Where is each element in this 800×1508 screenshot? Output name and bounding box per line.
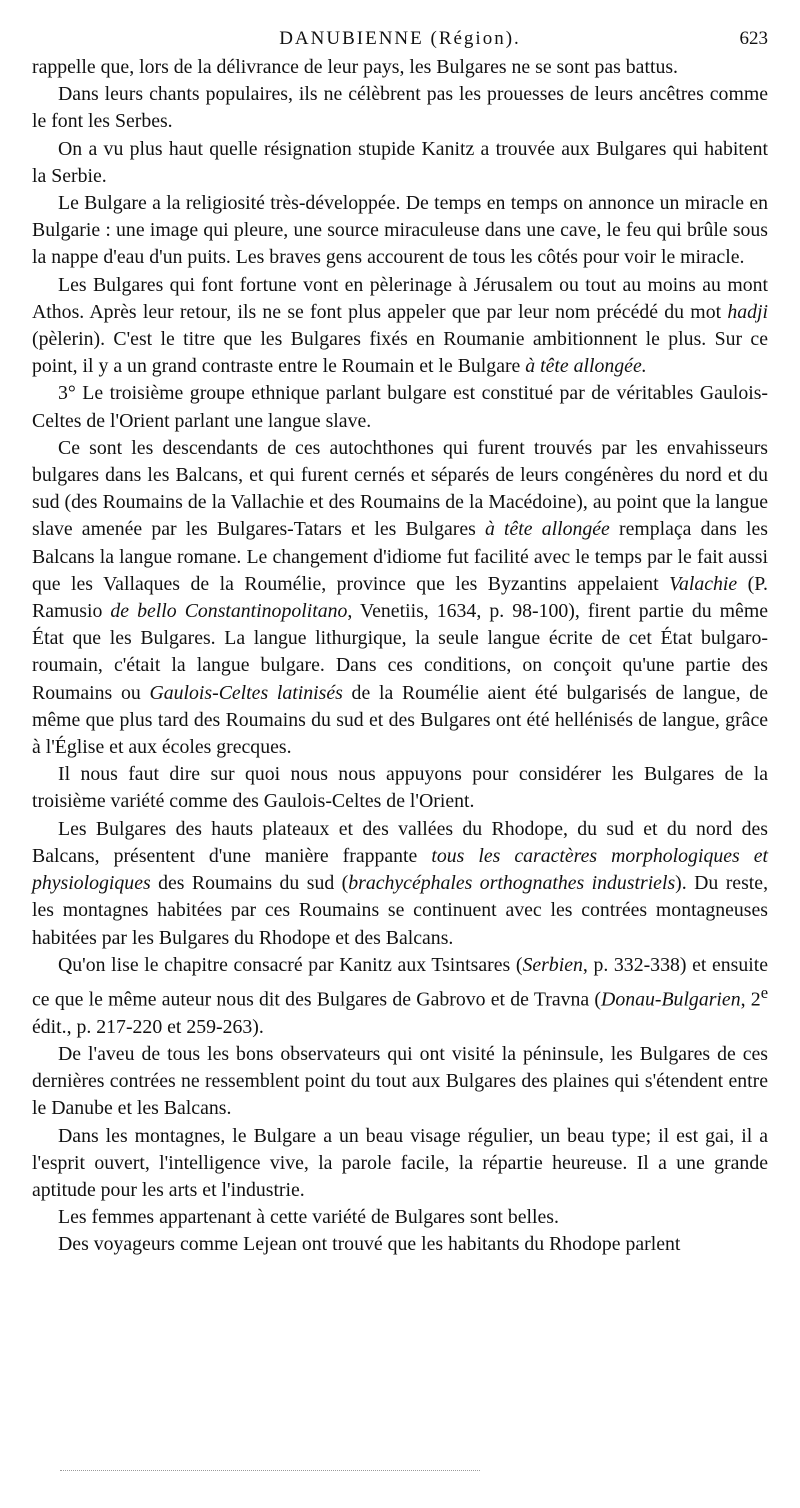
paragraph — [32, 1041, 768, 1123]
running-title: DANUBIENNE (Région). — [279, 28, 521, 49]
paragraph — [32, 1231, 768, 1258]
italic-run: hadji — [727, 300, 768, 323]
text-run: remplaça dans les Balcans la langue romane. Le changement d'idiome fut facilité avec le temps par le fait aussi que les Vallaques de la Roumélie, province que les Byzantins appelaient — [32, 518, 768, 595]
running-header — [32, 28, 768, 54]
footer-rule — [60, 1470, 480, 1471]
text-run: , 2 — [740, 988, 761, 1011]
text-run: ). Du reste, les montagnes habitées par ces Roumains se continuent avec les contrées montagneuses habitées par les Bulgares du Rhodope et des Balcans. — [32, 872, 769, 949]
text-run: , p. 332-338) et ensuite ce que le même auteur nous dit des Bulgares de Gabrovo et de Travna ( — [32, 953, 769, 1011]
text-run: (pèlerin). C'est le titre que les Bulgares fixés en Roumanie ambitionnent le plus. Sur ce point, il y a un grand contraste entre le Roumain et le Bulgare — [32, 328, 768, 378]
text-run: Les Bulgares qui font fortune vont en pèlerinage à Jérusalem ou tout au moins au mont Athos. Après leur retour, ils ne se font plus appeler que par leur nom précédé du mot — [32, 273, 768, 323]
paragraph — [32, 380, 768, 434]
body-text — [32, 54, 768, 1259]
paragraph — [32, 190, 768, 272]
paragraph — [32, 272, 768, 381]
italic-run: brachycéphales orthognathes industriels — [348, 872, 676, 895]
text-run: des Roumains du sud ( — [150, 872, 349, 895]
text-run: On a vu plus haut quelle résignation stupide Kanitz a trouvée aux Bulgares qui habitent la Serbie. — [32, 137, 768, 187]
paragraph — [32, 54, 768, 81]
paragraph — [32, 1204, 768, 1231]
italic-run: à tête allongée. — [525, 355, 647, 378]
paragraph — [32, 81, 768, 135]
paragraph — [32, 816, 768, 952]
page-number: 623 — [739, 28, 768, 49]
text-run: Le Bulgare a la religiosité très-développée. De temps en temps on annonce un miracle en Bulgarie : une image qui pleure, une source miraculeuse dans une cave, le feu qui brûle sous la nappe d'eau d'un puits. Les braves gens accourent de tous les côtés pour voir le miracle. — [32, 192, 768, 269]
paragraph — [32, 1123, 768, 1205]
italic-run: à tête allongée — [484, 518, 610, 541]
text-run: édit., p. 217-220 et 259-263). — [32, 1015, 264, 1038]
text-run: (P. Ramusio — [32, 572, 768, 623]
italic-run: Donau-Bulgarien — [601, 988, 741, 1011]
italic-run: tous les caractères morphologiques et physiologiques — [32, 844, 768, 895]
text-run: De l'aveu de tous les bons observateurs qui ont visité la péninsule, les Bulgares de ces dernières contrées ne ressemblent point du tout aux Bulgares des plaines qui s'étendent entre le Danube et les Balcans. — [32, 1042, 768, 1120]
text-run: rappelle que, lors de la délivrance de leur pays, les Bulgares ne se sont pas battus. — [32, 56, 678, 78]
italic-run: de bello Constantinopolitano — [110, 600, 348, 623]
text-run: Les Bulgares des hauts plateaux et des vallées du Rhodope, du sud et du nord des Balcans, présentent d'une manière frappante — [32, 817, 768, 867]
italic-run: Valachie — [669, 572, 738, 595]
italic-run: Gaulois-Celtes latinisés — [149, 681, 343, 704]
text-run: Les femmes appartenant à cette variété de Bulgares sont belles. — [58, 1206, 559, 1229]
document-page — [32, 28, 768, 1259]
text-run: Dans leurs chants populaires, ils ne célèbrent pas les prouesses de leurs ancêtres comme le font les Serbes. — [32, 83, 768, 133]
paragraph — [32, 761, 768, 815]
text-run: Dans les montagnes, le Bulgare a un beau visage régulier, un beau type; il est gai, il a l'esprit ouvert, l'intelligence vive, la parole facile, la répartie heureuse. Il a une grande aptitude pour les arts et l'industrie. — [32, 1124, 768, 1201]
superscript-run: e — [760, 982, 769, 1002]
paragraph — [32, 136, 768, 190]
italic-run: Serbien — [522, 953, 583, 976]
text-run: 3° Le troisième groupe ethnique parlant bulgare est constitué par de véritables Gaulois-Celtes de l'Orient parlant une langue slave. — [32, 382, 768, 432]
text-run: Il nous faut dire sur quoi nous nous appuyons pour considérer les Bulgares de la troisième variété comme des Gaulois-Celtes de l'Orient. — [32, 763, 768, 813]
text-run: , Venetiis, 1634, p. 98-100), firent partie du même État que les Bulgares. La langue lithurgique, la seule langue écrite de cet État bulgaro-roumain, c'était la langue bulgare. Dans ces conditions, on conçoit qu'une partie des Roumains ou — [32, 600, 768, 704]
text-run: Ce sont les descendants de ces autochthones qui furent trouvés par les envahisseurs bulgares dans les Balcans, et qui furent cernés et séparés de leurs congénères du nord et du sud (des Roumains de la Vallachie et des Roumains de la Macédoine), au point que la langue slave amenée par les Bulgares-Tatars et les Bulgares — [32, 436, 768, 541]
paragraph — [32, 952, 768, 1041]
paragraph — [32, 435, 768, 761]
text-run: Des voyageurs comme Lejean ont trouvé que les habitants du Rhodope parlent — [58, 1233, 681, 1256]
text-run: Qu'on lise le chapitre consacré par Kanitz aux Tsintsares ( — [58, 953, 523, 976]
text-run: de la Roumélie aient été bulgarisés de langue, de même que plus tard des Roumains du sud et des Bulgares ont été hellénisés de langue, grâce à l'Église et aux écoles grecques. — [32, 681, 768, 759]
